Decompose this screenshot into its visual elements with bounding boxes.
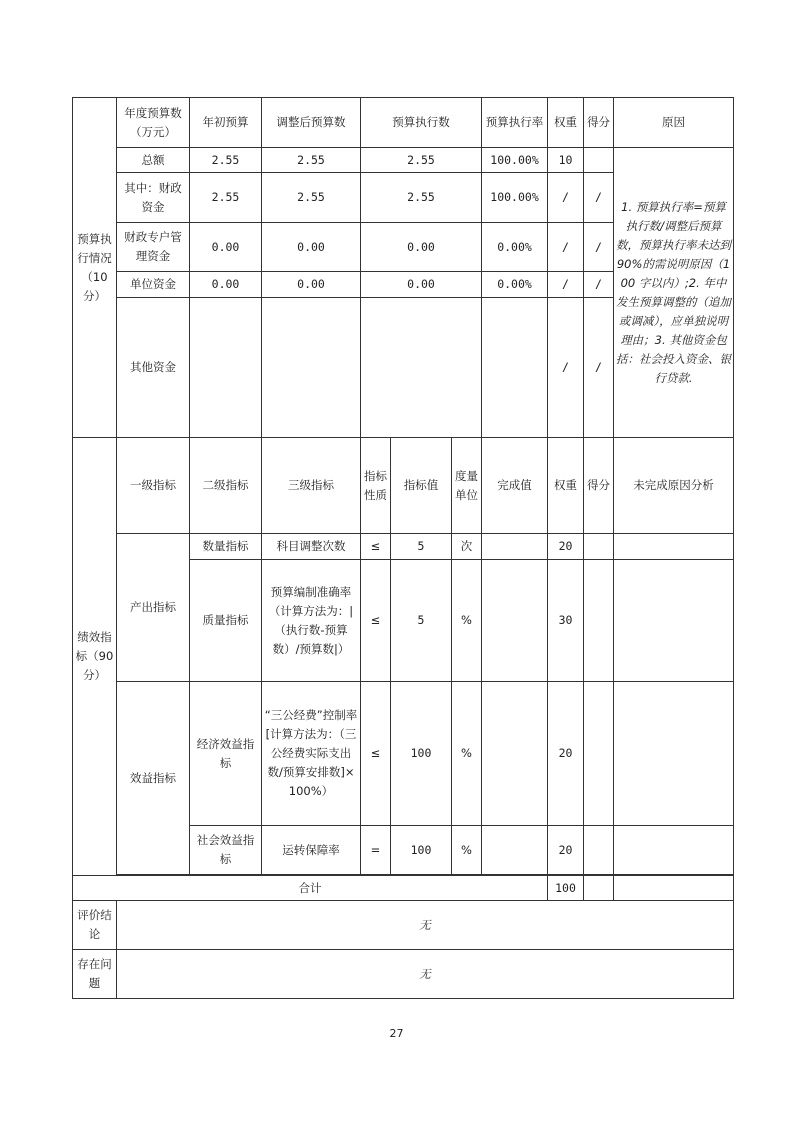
level2-indicator: 数量指标	[190, 534, 262, 560]
budget-rate: 100.00%	[482, 173, 548, 223]
budget-row-name: 总额	[117, 148, 190, 173]
indicator-nature: ≤	[361, 560, 391, 682]
indicator-value: 5	[391, 560, 452, 682]
indicator-nature: ≤	[361, 682, 391, 826]
budget-weight: /	[548, 298, 584, 438]
budget-weight: /	[548, 173, 584, 223]
total-weight: 100	[548, 876, 584, 901]
level1-indicator: 产出指标	[117, 534, 190, 682]
header-rate: 预算执行率	[482, 98, 548, 148]
header-score: 得分	[584, 438, 614, 534]
budget-initial: 0.00	[190, 272, 262, 298]
header-unit: 度量单位	[452, 438, 482, 534]
level2-indicator: 质量指标	[190, 560, 262, 682]
indicator-weight: 30	[548, 560, 584, 682]
header-adjusted: 调整后预算数	[262, 98, 361, 148]
budget-adjusted: 0.00	[262, 272, 361, 298]
budget-weight: 10	[548, 148, 584, 173]
conclusion-label: 评价结论	[73, 901, 117, 950]
indicator-value: 100	[391, 682, 452, 826]
total-score	[584, 876, 614, 901]
indicator-analysis	[614, 682, 734, 826]
budget-row-name: 其他资金	[117, 298, 190, 438]
header-completed: 完成值	[482, 438, 548, 534]
header-level1: 一级指标	[117, 438, 190, 534]
budget-adjusted: 0.00	[262, 223, 361, 272]
budget-initial: 2.55	[190, 173, 262, 223]
page-number: 27	[389, 1027, 404, 1040]
total-label: 合计	[73, 876, 548, 901]
level2-indicator: 社会效益指标	[190, 826, 262, 875]
budget-weight: /	[548, 272, 584, 298]
indicator-completed	[482, 560, 548, 682]
budget-rate: 100.00%	[482, 148, 548, 173]
indicator-score	[584, 560, 614, 682]
budget-score: /	[584, 298, 614, 438]
indicator-weight: 20	[548, 682, 584, 826]
budget-rate: 0.00%	[482, 223, 548, 272]
budget-rate	[482, 298, 548, 438]
budget-adjusted: 2.55	[262, 173, 361, 223]
indicator-unit: %	[452, 826, 482, 875]
budget-executed: 0.00	[361, 272, 482, 298]
header-executed: 预算执行数	[361, 98, 482, 148]
conclusion-value: 无	[117, 901, 734, 950]
level3-indicator: “三公经费”控制率[计算方法为：（三公经费实际支出数/预算安排数]×100%）	[262, 682, 361, 826]
indicator-completed	[482, 534, 548, 560]
performance-section-label: 绩效指标（90分）	[73, 438, 117, 876]
level2-indicator: 经济效益指标	[190, 682, 262, 826]
budget-row-name: 单位资金	[117, 272, 190, 298]
header-weight: 权重	[548, 438, 584, 534]
header-category: 年度预算数（万元）	[117, 98, 190, 148]
indicator-value: 5	[391, 534, 452, 560]
level1-indicator: 效益指标	[117, 682, 190, 875]
budget-adjusted	[262, 298, 361, 438]
header-score: 得分	[584, 98, 614, 148]
header-initial: 年初预算	[190, 98, 262, 148]
indicator-weight: 20	[548, 826, 584, 875]
budget-executed: 2.55	[361, 173, 482, 223]
budget-score	[584, 148, 614, 173]
level3-indicator: 预算编制准确率（计算方法为：|（执行数-预算数）/预算数|）	[262, 560, 361, 682]
indicator-completed	[482, 682, 548, 826]
indicator-completed	[482, 826, 548, 875]
budget-initial: 2.55	[190, 148, 262, 173]
indicator-unit: 次	[452, 534, 482, 560]
header-value: 指标值	[391, 438, 452, 534]
indicator-nature: =	[361, 826, 391, 875]
indicator-score	[584, 826, 614, 875]
budget-adjusted: 2.55	[262, 148, 361, 173]
header-level2: 二级指标	[190, 438, 262, 534]
budget-executed: 2.55	[361, 148, 482, 173]
budget-executed: 0.00	[361, 223, 482, 272]
level3-indicator: 运转保障率	[262, 826, 361, 875]
budget-rate: 0.00%	[482, 272, 548, 298]
issues-label: 存在问题	[73, 950, 117, 999]
indicator-unit: %	[452, 560, 482, 682]
indicator-analysis	[614, 534, 734, 560]
indicator-value: 100	[391, 826, 452, 875]
budget-initial: 0.00	[190, 223, 262, 272]
budget-note: 1. 预算执行率=预算执行数/调整后预算数，预算执行率未达到 90%的需说明原因（100 字以内）;2. 年中发生预算调整的（追加或调减），应单独说明理由；3. 其他资金包括：社会投入资金、银行贷款.	[614, 148, 734, 438]
budget-score: /	[584, 272, 614, 298]
header-weight: 权重	[548, 98, 584, 148]
indicator-unit: %	[452, 682, 482, 826]
level3-indicator: 科目调整次数	[262, 534, 361, 560]
budget-row-name: 财政专户管理资金	[117, 223, 190, 272]
budget-row-name: 其中：财政资金	[117, 173, 190, 223]
budget-score: /	[584, 223, 614, 272]
indicator-score	[584, 534, 614, 560]
budget-weight: /	[548, 223, 584, 272]
header-level3: 三级指标	[262, 438, 361, 534]
indicator-analysis	[614, 826, 734, 875]
budget-executed	[361, 298, 482, 438]
budget-initial	[190, 298, 262, 438]
indicator-score	[584, 682, 614, 826]
indicator-analysis	[614, 560, 734, 682]
header-reason: 原因	[614, 98, 734, 148]
budget-section-label: 预算执行情况（10分）	[73, 98, 117, 438]
evaluation-table	[72, 97, 734, 999]
issues-value: 无	[117, 950, 734, 999]
header-nature: 指标性质	[361, 438, 391, 534]
budget-score: /	[584, 173, 614, 223]
header-analysis: 未完成原因分析	[614, 438, 734, 534]
indicator-weight: 20	[548, 534, 584, 560]
total-analysis	[614, 876, 734, 901]
indicator-nature: ≤	[361, 534, 391, 560]
